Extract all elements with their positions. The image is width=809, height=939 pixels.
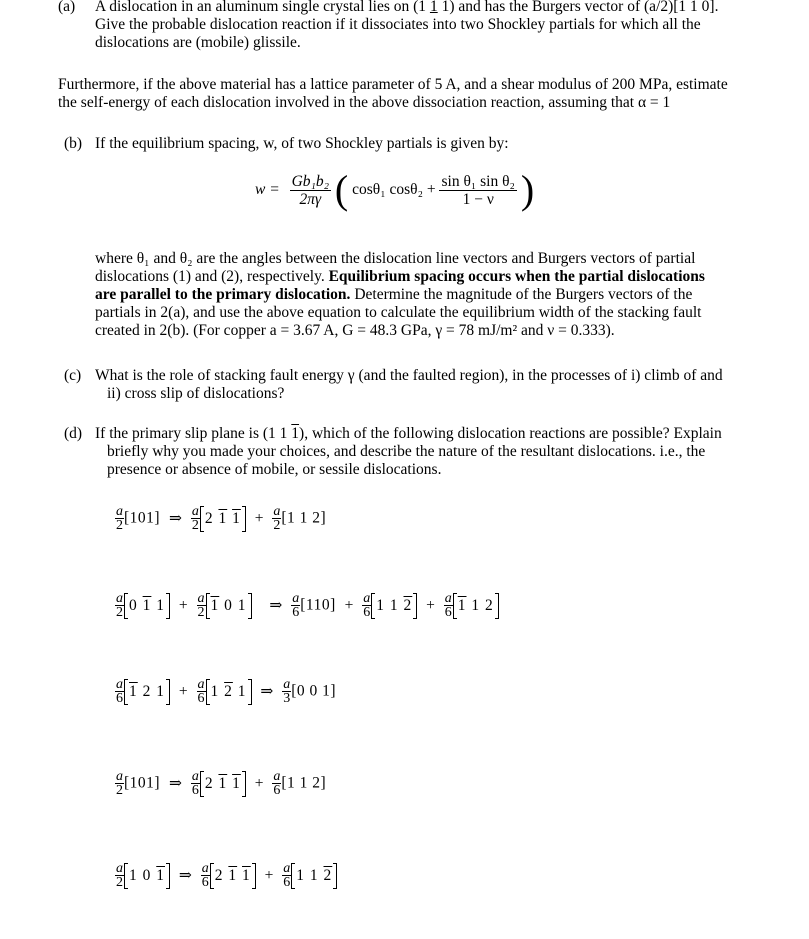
part-b-intro: If the equilibrium spacing, w, of two Shockley partials is given by: bbox=[95, 135, 509, 152]
formula-close-paren: ) bbox=[520, 167, 535, 212]
part-b-bold-1: Equilibrium spacing occurs when the partial dislocations bbox=[328, 268, 705, 285]
part-c-label: (c) bbox=[64, 367, 82, 384]
reaction-1-arrow: ⇒ bbox=[168, 509, 182, 527]
part-c-text bbox=[95, 367, 723, 403]
reaction-2-factor-4: $\frac{a}{6}$ bbox=[363, 591, 371, 620]
part-a-line-1: A dislocation in an aluminum single crystal lies on (1 1 1) and has the Burgers vector of (a/2)[1 1 0]. bbox=[95, 0, 719, 15]
reaction-2-vector-4: 1 1 2 bbox=[371, 593, 417, 619]
part-d-line-2: briefly why you made your choices, and describe the nature of the resultant dislocations. i.e., the bbox=[107, 443, 706, 460]
reaction-3 bbox=[115, 678, 336, 705]
reaction-4-plus: + bbox=[254, 774, 264, 792]
reaction-4-arrow: ⇒ bbox=[168, 774, 182, 792]
reaction-4-factor-2: $\frac{a}{6}$ bbox=[191, 769, 199, 798]
reaction-3-vector-3: [0 0 1] bbox=[291, 682, 337, 700]
formula-term-1: cosθ₁ cosθ₂ + bbox=[352, 181, 436, 198]
reaction-4-vector-1: [101] bbox=[124, 774, 161, 792]
formula-lhs: w = bbox=[255, 181, 280, 198]
part-b-line-3b: Determine the magnitude of the Burgers vectors of the bbox=[354, 286, 693, 303]
reaction-5-plus: + bbox=[264, 866, 274, 884]
part-b-label: (b) bbox=[64, 135, 83, 152]
part-b-bold-2: are parallel to the primary dislocation. bbox=[95, 286, 351, 303]
reaction-1-factor-1: $\frac{a}{2}$ bbox=[116, 504, 123, 533]
formula-open-paren: ( bbox=[334, 167, 349, 212]
reaction-2-plus-3: + bbox=[426, 596, 435, 614]
part-b-line-4: partials in 2(a), and use the above equation to calculate the equilibrium width of the stacking fault bbox=[95, 304, 702, 321]
reaction-3-factor-3: $\frac{a}{3}$ bbox=[283, 677, 291, 706]
reaction-5-vector-3: 1 1 2 bbox=[291, 863, 337, 889]
reaction-5-factor-3: $\frac{a}{6}$ bbox=[283, 861, 291, 890]
part-d-line-3: presence or absence of mobile, or sessile dislocations. bbox=[107, 461, 442, 478]
reaction-2 bbox=[115, 592, 499, 619]
paragraph-line-2: the self-energy of each dislocation involved in the above dissociation reaction, assuming that α = 1 bbox=[58, 94, 671, 111]
part-d-label: (d) bbox=[64, 425, 83, 442]
reaction-1-vector-3: [1 1 2] bbox=[281, 509, 327, 527]
reaction-4 bbox=[115, 770, 326, 797]
reaction-4-vector-2: 2 1 1 bbox=[200, 771, 246, 797]
reaction-2-vector-3: [110] bbox=[300, 596, 336, 614]
reaction-3-factor-2: $\frac{a}{6}$ bbox=[197, 677, 205, 706]
reaction-5-arrow: ⇒ bbox=[178, 866, 192, 884]
reaction-5-vector-1: 1 0 1 bbox=[124, 863, 170, 889]
reaction-1-factor-2: $\frac{a}{2}$ bbox=[191, 504, 199, 533]
reaction-2-factor-1: $\frac{a}{2}$ bbox=[116, 591, 123, 620]
part-a-line-2: Give the probable dislocation reaction if it dissociates into two Shockley partials for which all the bbox=[95, 16, 701, 33]
part-b-line-5: created in 2(b). (For copper a = 3.67 A, G = 48.3 GPa, γ = 78 mJ/m² and ν = 0.333). bbox=[95, 322, 615, 339]
part-b-line-1: where θ₁ and θ₂ are the angles between the dislocation line vectors and Burgers vectors of partial bbox=[95, 250, 696, 267]
reaction-1-plus: + bbox=[254, 509, 264, 527]
part-c-line-1: What is the role of stacking fault energy γ (and the faulted region), in the processes of i) climb of and bbox=[95, 367, 723, 384]
formula-term2-den: 1 − ν bbox=[462, 190, 494, 208]
formula-term2-num: sin θ₁ sin θ₂ bbox=[441, 172, 515, 190]
reaction-4-vector-3: [1 1 2] bbox=[281, 774, 327, 792]
part-a-label: (a) bbox=[58, 0, 76, 15]
part-b-text bbox=[95, 250, 705, 340]
formula-coef-den: 2πγ bbox=[299, 190, 322, 208]
reaction-5 bbox=[115, 862, 337, 889]
reaction-2-plus-1: + bbox=[178, 596, 188, 614]
reaction-2-factor-2: $\frac{a}{2}$ bbox=[197, 591, 205, 620]
paragraph-line-1: Furthermore, if the above material has a lattice parameter of 5 A, and a shear modulus of 200 MPa, estimate bbox=[58, 76, 728, 93]
reaction-2-vector-2: 1 0 1 bbox=[206, 593, 252, 619]
part-a-text bbox=[95, 0, 718, 52]
reaction-3-arrow: ⇒ bbox=[260, 682, 274, 700]
part-b-line-2 bbox=[95, 268, 705, 286]
reaction-3-plus: + bbox=[178, 682, 188, 700]
part-a-line-3: dislocations are (mobile) glissile. bbox=[95, 34, 301, 51]
part-b-line-3 bbox=[95, 286, 705, 304]
reaction-3-vector-2: 1 2 1 bbox=[206, 679, 252, 705]
self-energy-paragraph bbox=[58, 76, 728, 112]
spacing-formula bbox=[255, 167, 535, 212]
reaction-4-factor-1: $\frac{a}{2}$ bbox=[116, 769, 123, 798]
reaction-2-factor-3: $\frac{a}{6}$ bbox=[292, 591, 300, 620]
part-b-line-2a: dislocations (1) and (2), respectively. bbox=[95, 268, 325, 285]
reaction-2-factor-5: $\frac{a}{6}$ bbox=[444, 591, 452, 620]
reaction-3-factor-1: $\frac{a}{6}$ bbox=[116, 677, 123, 706]
reaction-2-vector-5: 1 1 2 bbox=[453, 593, 499, 619]
reaction-4-factor-3: $\frac{a}{6}$ bbox=[273, 769, 281, 798]
formula-term-2 bbox=[439, 173, 516, 208]
part-c-line-2: ii) cross slip of dislocations? bbox=[107, 385, 285, 402]
reaction-5-vector-2: 2 1 1 bbox=[210, 863, 256, 889]
part-d-text bbox=[95, 425, 722, 479]
reaction-1-factor-3: $\frac{a}{2}$ bbox=[273, 504, 281, 533]
reaction-3-vector-1: 1 2 1 bbox=[124, 679, 170, 705]
reaction-2-vector-1: 0 1 1 bbox=[124, 593, 170, 619]
reaction-5-factor-1: $\frac{a}{2}$ bbox=[116, 861, 123, 890]
reaction-2-arrow: ⇒ bbox=[269, 596, 283, 614]
reaction-5-factor-2: $\frac{a}{6}$ bbox=[201, 861, 209, 890]
reaction-1 bbox=[115, 505, 326, 532]
formula-coefficient bbox=[290, 173, 331, 208]
reaction-2-plus-2: + bbox=[344, 596, 354, 614]
part-d-line-1: If the primary slip plane is (1 1 1), which of the following dislocation reactions are possible? Explain bbox=[95, 425, 722, 442]
reaction-1-vector-2: 2 1 1 bbox=[200, 506, 246, 532]
reaction-1-vector-1: [101] bbox=[124, 509, 161, 527]
formula-coef-num: Gb₁b₂ bbox=[291, 172, 330, 190]
